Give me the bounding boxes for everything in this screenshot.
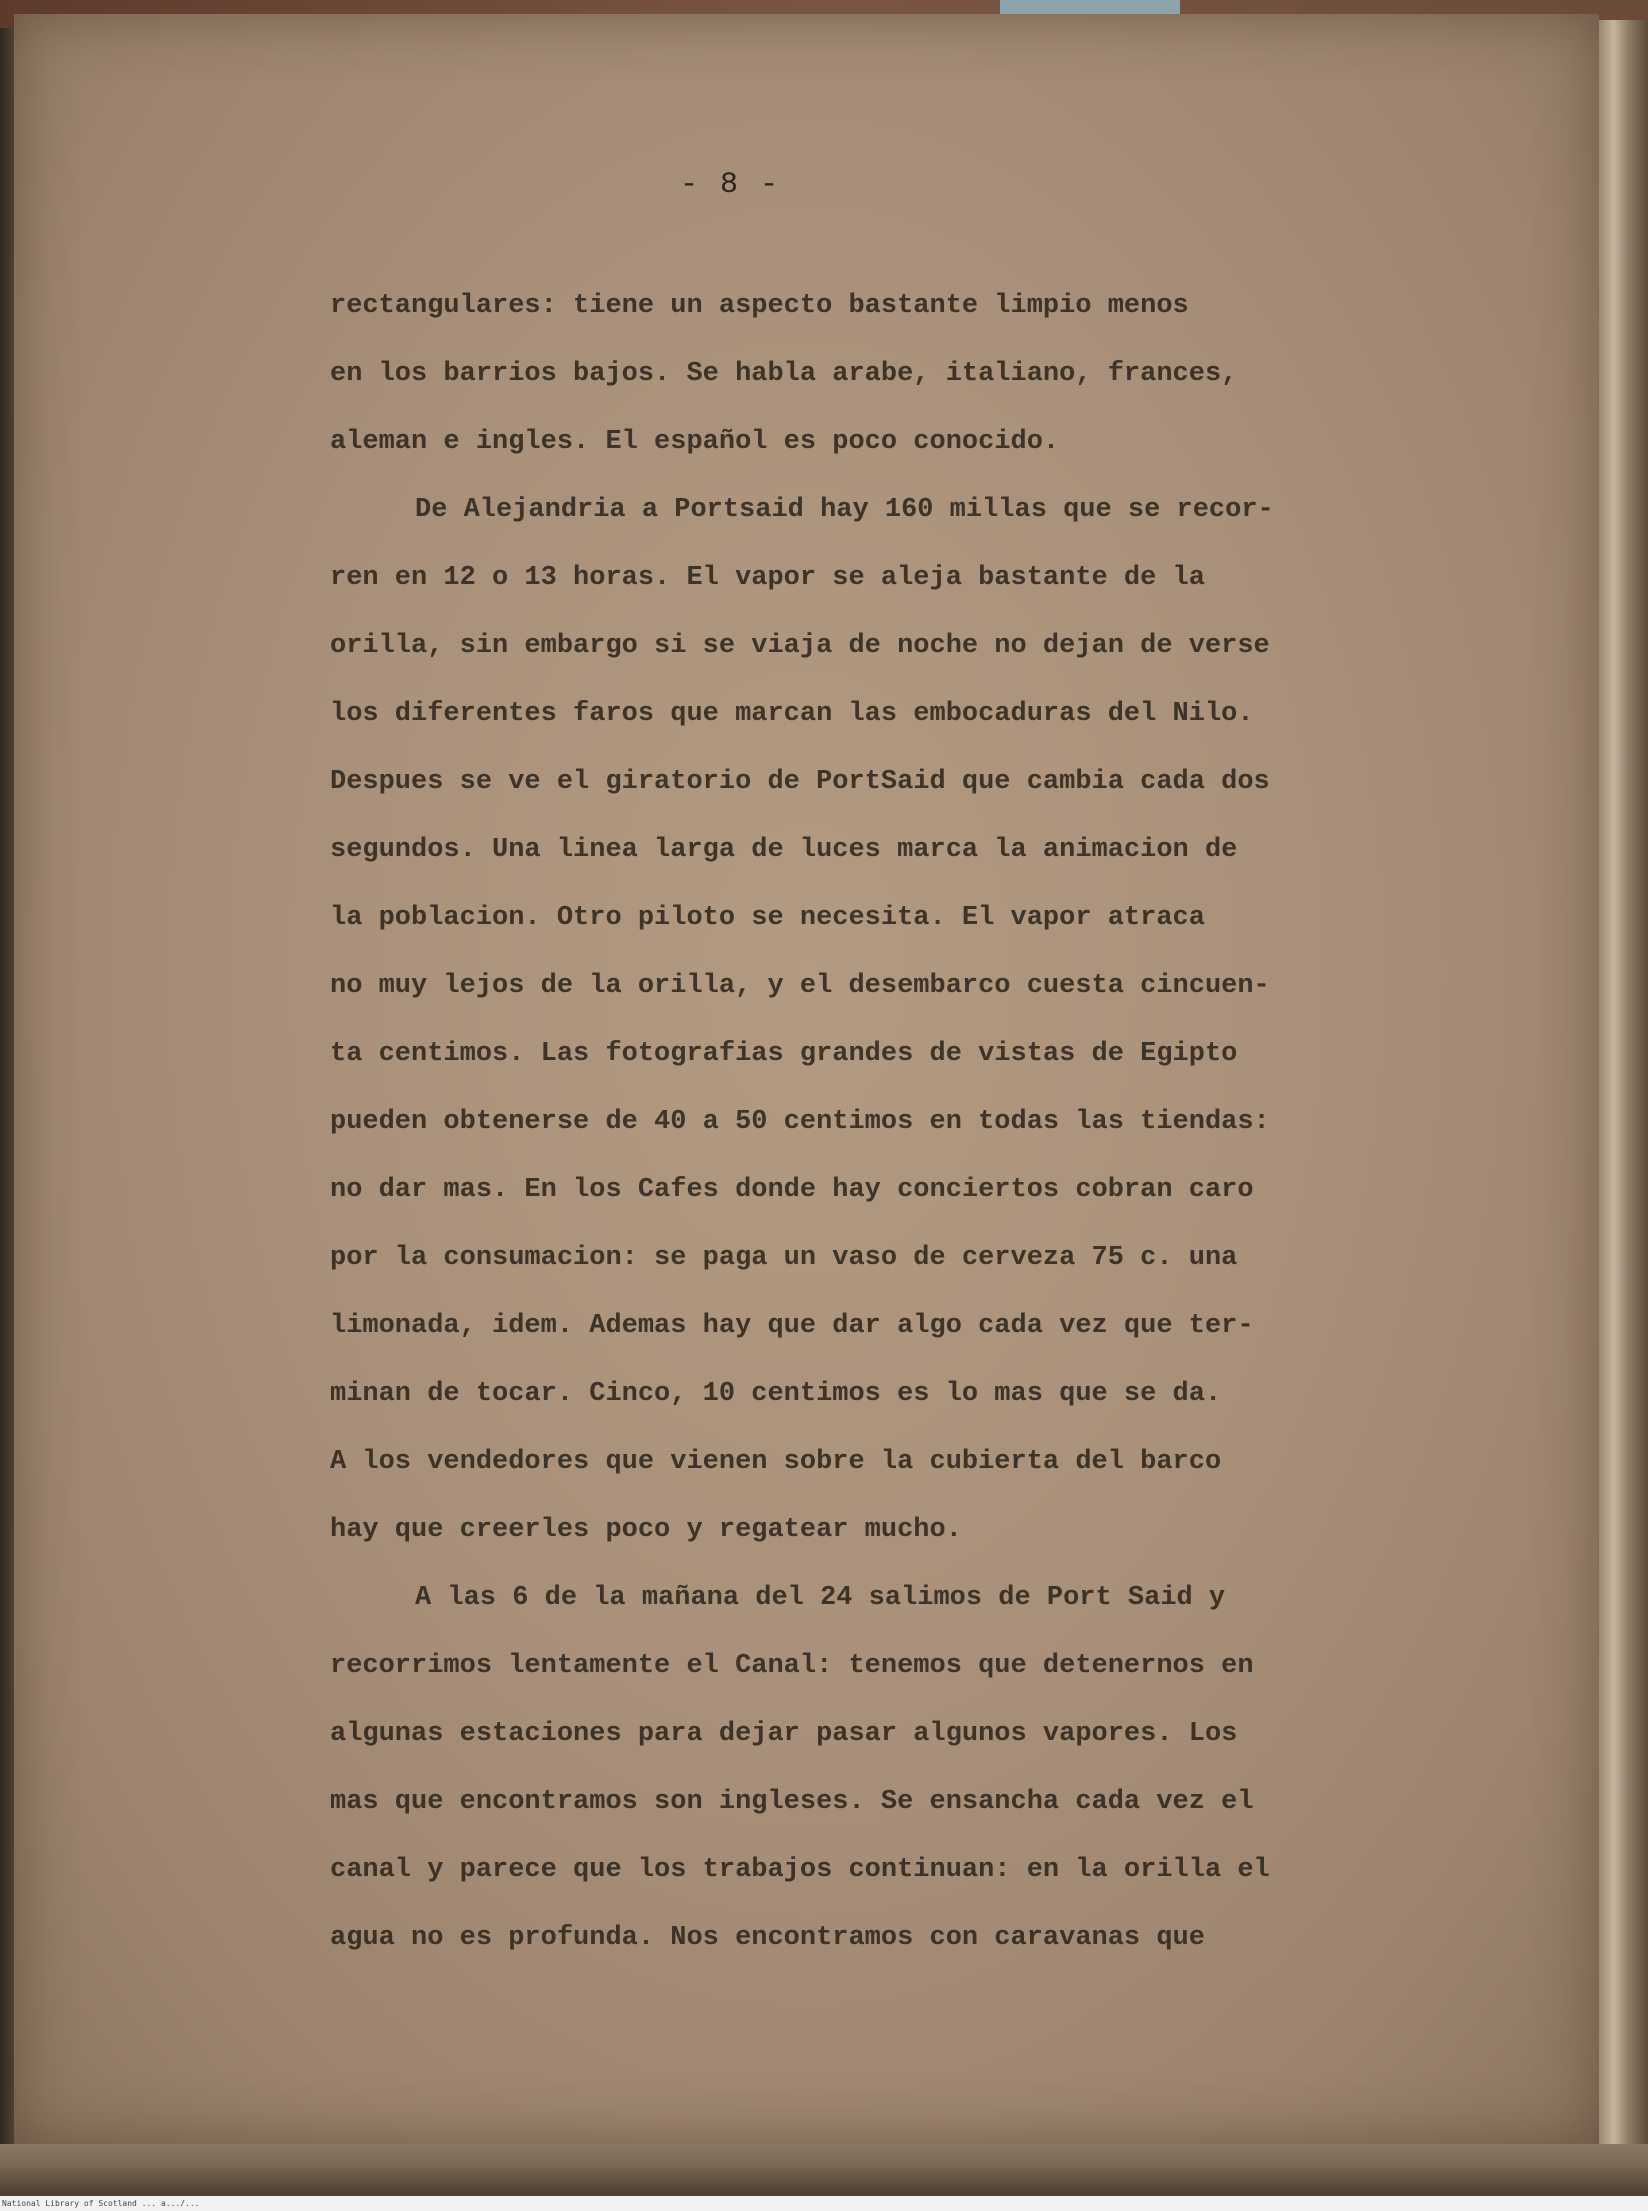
page-edges-right: [1599, 20, 1648, 2170]
text-line: algunas estaciones para dejar pasar algunos vapores. Los: [330, 1719, 1238, 1749]
text-line: no muy lejos de la orilla, y el desembarco cuesta cincuen-: [330, 971, 1270, 1001]
text-line: segundos. Una linea larga de luces marca la animacion de: [330, 835, 1238, 865]
text-line: pueden obtenerse de 40 a 50 centimos en todas las tiendas:: [330, 1107, 1270, 1137]
text-line: ta centimos. Las fotografias grandes de vistas de Egipto: [330, 1039, 1238, 1069]
text-line: orilla, sin embargo si se viaja de noche no dejan de verse: [330, 631, 1270, 661]
text-line: los diferentes faros que marcan las embocaduras del Nilo.: [330, 699, 1254, 729]
text-line: ren en 12 o 13 horas. El vapor se aleja bastante de la: [330, 563, 1205, 593]
text-line: limonada, idem. Ademas hay que dar algo cada vez que ter-: [330, 1311, 1254, 1341]
page-number: - 8 -: [679, 168, 780, 202]
text-line: A las 6 de la mañana del 24 salimos de Port Said y: [415, 1583, 1226, 1613]
text-line: hay que creerles poco y regatear mucho.: [330, 1515, 962, 1545]
text-line: mas que encontramos son ingleses. Se ensancha cada vez el: [330, 1787, 1254, 1817]
footer-bar: [0, 2196, 1648, 2211]
text-line: canal y parece que los trabajos continuan: en la orilla el: [330, 1855, 1270, 1885]
binding-left-edge: [0, 28, 14, 2144]
text-line: en los barrios bajos. Se habla arabe, italiano, frances,: [330, 359, 1238, 389]
text-line: recorrimos lentamente el Canal: tenemos que detenernos en: [330, 1651, 1254, 1681]
typed-text-body: [330, 272, 1350, 1972]
text-line: no dar mas. En los Cafes donde hay conciertos cobran caro: [330, 1175, 1254, 1205]
text-line: por la consumacion: se paga un vaso de cerveza 75 c. una: [330, 1243, 1238, 1273]
text-line: aleman e ingles. El español es poco conocido.: [330, 427, 1060, 457]
text-line: la poblacion. Otro piloto se necesita. El vapor atraca: [330, 903, 1205, 933]
text-line: minan de tocar. Cinco, 10 centimos es lo mas que se da.: [330, 1379, 1222, 1409]
footer-text: National Library of Scotland ... a.../...: [2, 2199, 200, 2208]
text-line: agua no es profunda. Nos encontramos con caravanas que: [330, 1923, 1205, 1953]
text-line: De Alejandria a Portsaid hay 160 millas que se recor-: [415, 495, 1274, 525]
text-line: A los vendedores que vienen sobre la cubierta del barco: [330, 1447, 1222, 1477]
page-edges-bottom: [0, 2144, 1648, 2196]
text-line: rectangulares: tiene un aspecto bastante limpio menos: [330, 291, 1189, 321]
text-line: Despues se ve el giratorio de PortSaid que cambia cada dos: [330, 767, 1270, 797]
